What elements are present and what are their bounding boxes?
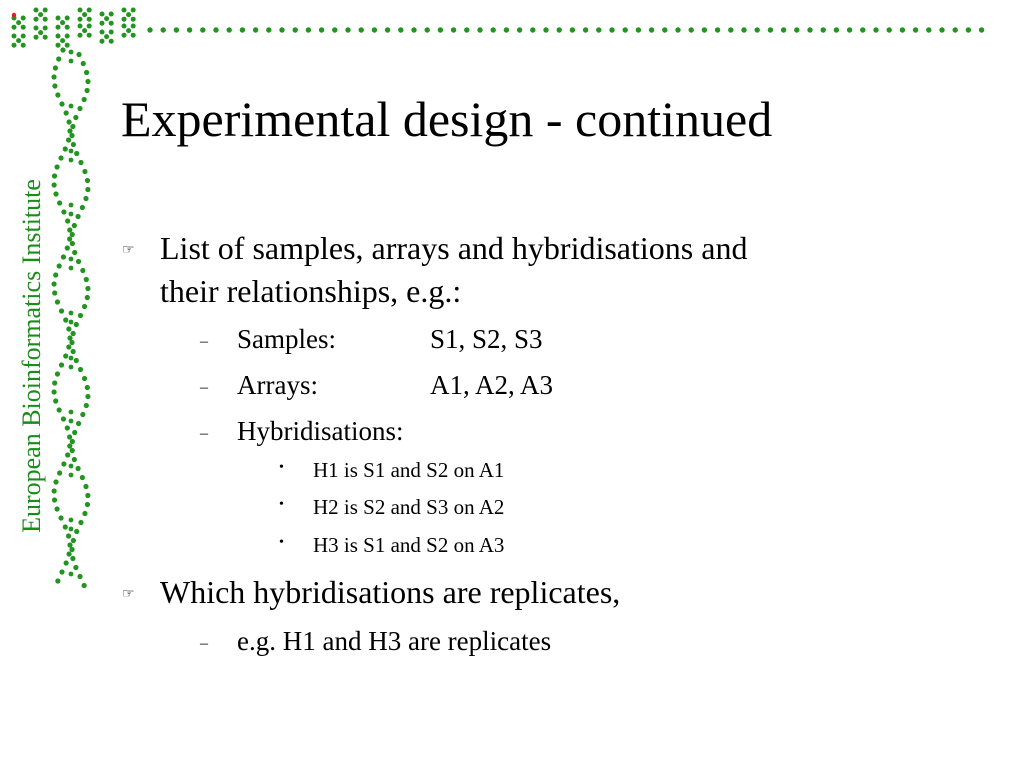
sub-item-label: Samples: [237,324,336,354]
dot-bullet-icon: • [279,497,284,512]
slide-title: Experimental design - continued [121,91,773,147]
institute-name: European Bioinformatics Institute [17,179,46,533]
dot-bullet-icon: • [279,460,284,475]
hand-pointing-icon: ☞ [122,243,135,258]
dot-bullet-icon: • [279,535,284,550]
bullet-line: List of samples, arrays and hybridisations and [160,230,748,266]
hand-pointing-icon: ☞ [122,587,135,602]
sub-item-label: Arrays: [237,370,318,400]
sub-item-arrays [237,368,553,402]
dash-bullet-icon: – [200,425,208,442]
hybridisation-item: H3 is S1 and S2 on A3 [313,533,505,557]
hybridisation-item: H2 is S2 and S3 on A2 [313,495,505,519]
sub-item-value: A1, A2, A3 [430,370,554,400]
bullet-line: their relationships, e.g.: [160,273,462,309]
dash-bullet-icon: – [200,333,208,350]
sub-item-value: S1, S2, S3 [430,324,543,354]
dash-bullet-icon: – [200,379,208,396]
sub-item-samples [237,322,543,356]
sub-item-hybridisations: Hybridisations: [237,416,404,446]
hybridisation-item: H1 is S1 and S2 on A1 [313,458,505,482]
dash-bullet-icon: – [200,635,208,652]
sub-item-replicates: e.g. H1 and H3 are replicates [237,626,552,656]
bullet-line: Which hybridisations are replicates, [160,574,621,610]
